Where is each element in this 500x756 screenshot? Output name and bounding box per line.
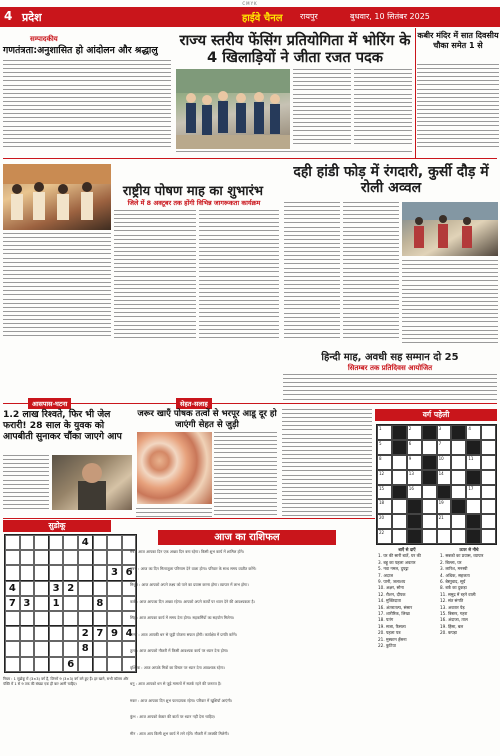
down-clue: 8. बर्फ का दुकड़ा (440, 585, 467, 591)
news-headline: 1.2 लाख रिश्वते, फिर भी जेल फरारी! 28 साल के युवक को आपबीती सुनाकर चौंका जाएगे आप (3, 409, 122, 442)
sudoku-cell (63, 565, 78, 580)
across-clue: 14. मुक्तिदाता (378, 598, 401, 604)
peach-photo (137, 432, 212, 504)
crossword-clues (378, 547, 498, 650)
column-rule (415, 28, 416, 158)
race-photo (402, 202, 498, 256)
sudoku-cell (20, 611, 35, 626)
crossword-cell (392, 470, 407, 485)
sudoku-cell (93, 657, 108, 672)
crossword-cell (422, 440, 437, 455)
sudoku-rules: नियम : 1 सुडोकू में (3×3) वर्ग हैं, जिनमें 9 (3×3) वर्ग बने हुए हैं। हर खाने, सभी कॉलम और पंक्ति में 1 से 9 तक की संख्या एक ही बार आनी चाहिए। (3, 677, 129, 686)
hindi-maah-headline: हिन्दी माह, अवधी सह सम्मान दो 25 (321, 352, 459, 363)
across-clue: 22. कुटिया (378, 643, 396, 649)
rashifal-item: वृषभ : आज का दिन मिलाजुला परिणाम देने वाला होगा। परिवार के साथ समय व्यतीत करेंगे। (130, 565, 257, 571)
health-col-2 (282, 409, 372, 523)
crossword-cell (422, 514, 437, 529)
crossword-black-cell (422, 470, 437, 485)
sudoku-cell (107, 581, 122, 596)
race-image (402, 202, 498, 256)
rashifal-item: धनु : आज आपको धन से जुड़े मामलों में सतर्क रहने की जरूरत है। (130, 681, 222, 686)
sudoku-cell: 6 (122, 565, 137, 580)
across-clue: 1. घर की सारी बातें, घर की (378, 553, 421, 559)
cmyk-mark: CMYK (242, 1, 258, 6)
crossword-cell: 11 (466, 455, 481, 470)
sudoku-cell (78, 581, 93, 596)
sudoku-cell (63, 641, 78, 656)
crossword-cell (451, 514, 466, 529)
sudoku-cell (34, 611, 49, 626)
poshan-col-1 (3, 233, 111, 345)
sudoku-cell (78, 657, 93, 672)
crossword-cell: 19 (437, 499, 452, 514)
rashifal-item: मिथुन : आज आपको अपने लक्ष्य को पाने का प्रयास करना होगा। व्यापार में लाभ होगा। (130, 582, 249, 587)
sudoku-cell (34, 626, 49, 641)
rashifal-item: तुला : आज आपको नौकरी में किसी आवश्यक कार्य पर ध्यान देना होगा। (130, 648, 229, 653)
crossword-cell: 4 (466, 425, 481, 440)
across-clue: 20. पहला पत्र (378, 630, 401, 636)
sudoku-cell: 3 (107, 565, 122, 580)
across-clue: 12. रौशन, दीपक (378, 591, 406, 597)
news-photo (52, 455, 132, 510)
sudoku-cell: 2 (63, 581, 78, 596)
sudoku-cell: 4 (122, 626, 137, 641)
race-headline: दही हांडी फोड़ में रंगदारी, कुर्सी दौड़ में रोली अव्वल (293, 164, 489, 196)
across-clue: 21. मुस्कान हँसना (378, 636, 407, 642)
sudoku-cell (49, 657, 64, 672)
poshan-subhead: जिले में 8 अक्टूबर तक होंगी विभिन्न जागरूकता कार्यक्रम (127, 199, 261, 207)
crossword-cell (466, 499, 481, 514)
news-col-1 (3, 455, 49, 515)
crossword-grid (376, 424, 497, 545)
sudoku-cell (93, 611, 108, 626)
sudoku-cell (107, 611, 122, 626)
main-story-col-1 (293, 69, 351, 151)
rashifal-item: मकर : आज आपका दिन शुभ फलदायक रहेगा। परिवार में खुशियाँ आएंगी। (130, 697, 233, 703)
main-story-col-2 (354, 69, 412, 151)
crossword-black-cell (466, 514, 481, 529)
sudoku-cell (107, 641, 122, 656)
across-title: बाएँ से दाएँ (398, 547, 416, 552)
across-clue: 9. पानी, जलाशय (378, 579, 406, 585)
crossword-black-cell (466, 529, 481, 544)
poshan-col-3 (199, 210, 279, 346)
crossword-cell: 14 (437, 470, 452, 485)
crossword-cell: 17 (466, 485, 481, 500)
crossword-cell (481, 499, 496, 514)
crossword-cell: 5 (377, 440, 392, 455)
sudoku-cell (34, 657, 49, 672)
crossword-black-cell (422, 455, 437, 470)
sudoku-cell (93, 641, 108, 656)
crossword-black-cell (451, 499, 466, 514)
down-clue: 13. अवतार पेड़ (440, 604, 465, 610)
rashifal-item: कन्या : आज आपकी धन से जुड़ी योजना सफल होंगी। कार्यक्षेत्र में प्रगति करेंगे। (130, 631, 238, 637)
crossword-cell (422, 485, 437, 500)
rashifal-item: सिंह : आज आपका कार्य में समय देना होगा। सहकर्मियों का सहयोग मिलेगा। (130, 615, 235, 620)
sudoku-cell (63, 550, 78, 565)
crossword-cell: 15 (377, 485, 392, 500)
down-clue: 2. बिल्ला, घर (440, 559, 462, 565)
date-line: बुधवार, 10 सितंबर 2025 (350, 12, 430, 21)
sudoku-cell (5, 626, 20, 641)
race-col-3 (402, 260, 498, 348)
crossword-cell: 2 (407, 425, 422, 440)
sudoku-cell: 6 (63, 657, 78, 672)
across-clue: 17. शारीरिक, लिखा (378, 611, 410, 617)
crossword-cell (437, 529, 452, 544)
sudoku-cell (34, 581, 49, 596)
across-clue: 18. पतंग (378, 617, 394, 623)
person-image (52, 455, 132, 510)
players-image (176, 69, 290, 149)
crossword-cell (392, 455, 407, 470)
brand-name: हाईवे चैनल (242, 13, 283, 24)
sudoku-cell (107, 657, 122, 672)
down-clue: 1. सबको का प्रयास, व्यापार (440, 553, 484, 559)
crossword-black-cell (407, 529, 422, 544)
sudoku-cell (93, 535, 108, 550)
crossword-cell: 9 (407, 455, 422, 470)
main-story-tail (176, 151, 412, 157)
across-clue: 10. अक्षर, सोना (378, 585, 404, 591)
crossword-black-cell (392, 425, 407, 440)
crossword-cell: 7 (437, 440, 452, 455)
sudoku-title: सुडोकू (3, 520, 111, 532)
sudoku-cell (49, 611, 64, 626)
crossword-cell: 12 (377, 470, 392, 485)
sudoku-cell: 7 (93, 626, 108, 641)
crossword-black-cell (407, 514, 422, 529)
side-story-body (417, 64, 499, 156)
sudoku-cell (49, 550, 64, 565)
sudoku-cell (63, 611, 78, 626)
down-clue: 4. अधिक, सहजता (440, 572, 470, 578)
crossword-cell: 8 (377, 455, 392, 470)
down-clue: 16. अंदाजा, ताल (440, 617, 468, 623)
down-clue: 3. लारिश, मनस्वी (440, 566, 468, 572)
sudoku-cell: 8 (93, 596, 108, 611)
sudoku-cell (5, 611, 20, 626)
crossword-cell (451, 440, 466, 455)
crossword-cell (481, 440, 496, 455)
sudoku-cell (5, 565, 20, 580)
crossword-black-cell (437, 485, 452, 500)
crossword-cell (451, 470, 466, 485)
sudoku-cell (107, 550, 122, 565)
rashifal-item: कुंभ : आज आपको बेकार की बातों पर ध्यान नहीं देना चाहिए। (130, 714, 216, 719)
crossword-cell (481, 425, 496, 440)
race-col-1 (284, 202, 340, 348)
crossword-black-cell (407, 499, 422, 514)
crossword-cell (392, 529, 407, 544)
editorial-tag: सम्पादकीय (30, 35, 58, 43)
sudoku-cell (78, 611, 93, 626)
crossword-cell (481, 470, 496, 485)
crossword-cell (481, 485, 496, 500)
crossword-cell (451, 485, 466, 500)
sudoku-cell (34, 550, 49, 565)
crossword-cell: 1 (377, 425, 392, 440)
city-name: रायपुर (300, 12, 318, 21)
sudoku-cell (63, 535, 78, 550)
rashifal-item: कर्क : आज आपका दिन अच्छा रहेगा। आपको अपने कार्यों पर ध्यान देने की आवश्यकता है। (130, 598, 255, 604)
sudoku-cell (34, 596, 49, 611)
crossword-cell (422, 499, 437, 514)
sudoku-cell (107, 535, 122, 550)
poshan-headline: राष्ट्रीय पोषण माह का शुभारंभ (122, 184, 264, 199)
crossword-cell (451, 455, 466, 470)
rashifal-item: मीन : आज आप किसी शुभ कार्य में लगे रहेंगे। नौकरी में तरक्की मिलेगी। (130, 730, 229, 736)
crossword-cell: 6 (407, 440, 422, 455)
race-col-2 (343, 202, 399, 348)
crossword-cell (481, 455, 496, 470)
sudoku-cell (20, 581, 35, 596)
down-clue: 15. बिस्तर, गहरा (440, 611, 468, 617)
sudoku-cell: 2 (78, 626, 93, 641)
sudoku-cell (49, 535, 64, 550)
sudoku-cell (78, 550, 93, 565)
crossword-cell (481, 529, 496, 544)
sudoku-cell (93, 565, 108, 580)
sudoku-cell (107, 596, 122, 611)
crossword-black-cell (392, 440, 407, 455)
news-tag: आसपास-घटना (28, 398, 71, 409)
crossword-cell: 22 (377, 529, 392, 544)
divider (3, 518, 375, 519)
event-image (3, 164, 111, 230)
down-clue: 19. हिंसा, बल (440, 623, 464, 629)
crossword-cell (392, 514, 407, 529)
across-clue: 19. सजा, फैसला (378, 623, 406, 629)
sudoku-grid (4, 534, 137, 673)
crossword-title: वर्ग पहेली (375, 409, 497, 421)
down-clue: 12. संत संगति (440, 598, 464, 604)
sudoku-cell: 7 (5, 596, 20, 611)
crossword-cell: 13 (407, 470, 422, 485)
crossword-black-cell (466, 470, 481, 485)
crossword-cell: 21 (437, 514, 452, 529)
main-headline: राज्य स्तरीय फेंसिंग प्रतियोगिता में भोरिंग के 4 खिलाड़ियों ने जीता रजत पदक (179, 32, 411, 66)
sudoku-cell (20, 550, 35, 565)
sudoku-cell: 9 (107, 626, 122, 641)
hindi-maah-subhead: सितम्बर तक प्रतिदिवस आयोजित (347, 364, 433, 372)
crossword-cell: 16 (407, 485, 422, 500)
poshan-col-2 (114, 210, 196, 346)
crossword-cell: 10 (437, 455, 452, 470)
crossword-black-cell (422, 425, 437, 440)
side-headline: कबीर मंदिर में सात दिवसीय चौका समेत 1 से (417, 31, 499, 50)
health-tail (136, 508, 212, 522)
sudoku-cell (34, 535, 49, 550)
sudoku-cell (93, 550, 108, 565)
crossword-cell (451, 529, 466, 544)
editorial-title: गणतंत्रता:अनुशासित हो आंदोलन और श्रद्धालु (3, 45, 158, 56)
sudoku-cell: 4 (5, 581, 20, 596)
sudoku-cell (20, 565, 35, 580)
sudoku-cell (5, 657, 20, 672)
sudoku-cell (49, 641, 64, 656)
crossword-black-cell (466, 440, 481, 455)
down-clue: 20. कपड़ा (440, 630, 457, 636)
sudoku-cell (34, 565, 49, 580)
rashifal-item: वृश्चिक : आज आपके मित्रों का विचार पर ध्यान देना आवश्यक रहेगा। (130, 664, 225, 670)
sudoku-cell (5, 641, 20, 656)
across-clue: 7. अदाज (378, 572, 393, 578)
sudoku-cell (5, 535, 20, 550)
hindi-maah-body (283, 374, 497, 404)
down-clue: 11. समुद्र में रहने वाली (440, 591, 476, 597)
sudoku-cell (63, 626, 78, 641)
crossword-black-cell (451, 425, 466, 440)
down-clue: 6. बेस्तुवाद, सूर्य (440, 579, 466, 585)
divider (3, 403, 497, 404)
fencing-photo (176, 69, 290, 149)
crossword-cell: 18 (377, 499, 392, 514)
sudoku-cell (5, 550, 20, 565)
crossword-cell: 3 (437, 425, 452, 440)
crossword-cell: 20 (377, 514, 392, 529)
page-header-bar (0, 7, 500, 27)
health-tag: सेहत-सलाह (176, 398, 212, 409)
rashifal-item: मेष : आज आपका दिन एक अच्छा दिन बना रहेगा। किसी शुभ कार्य में शामिल होंगे। (130, 549, 245, 554)
editorial-body (3, 60, 171, 156)
section-name: प्रदेश (22, 11, 42, 24)
sudoku-cell (34, 641, 49, 656)
sudoku-cell: 1 (49, 596, 64, 611)
health-headline: जरूर खाएँ पोषक तत्वों से भरपूर आडू दूर हो जाएंगी सेहत से जुड़ी (137, 409, 277, 430)
sudoku-cell (49, 565, 64, 580)
down-title: ऊपर से नीचे (459, 547, 479, 552)
crossword-cell (422, 529, 437, 544)
crossword-black-cell (392, 485, 407, 500)
rashifal-title: आज का राशिफल (158, 530, 336, 545)
page-number: 4 (4, 9, 13, 23)
health-col-1 (214, 432, 277, 522)
divider (3, 158, 497, 159)
sudoku-cell: 3 (49, 581, 64, 596)
across-clue: 5. नवा नमल, दुपट्टा (378, 566, 409, 572)
sudoku-cell: 8 (78, 641, 93, 656)
sudoku-cell (20, 641, 35, 656)
sudoku-cell: 4 (78, 535, 93, 550)
poshan-photo (3, 164, 111, 230)
across-clue: 16. अंतरातल्प, संसार (378, 604, 413, 610)
sudoku-cell (63, 596, 78, 611)
across-clue: 3. बहू का पहला अवतार (378, 559, 416, 565)
sudoku-cell (49, 626, 64, 641)
crossword-cell (481, 514, 496, 529)
sudoku-cell (93, 581, 108, 596)
sudoku-cell: 3 (20, 596, 35, 611)
sudoku-cell (20, 657, 35, 672)
sudoku-cell (78, 565, 93, 580)
sudoku-cell (122, 535, 137, 550)
sudoku-cell (20, 535, 35, 550)
sudoku-cell (20, 626, 35, 641)
sudoku-cell (78, 596, 93, 611)
crossword-cell (392, 499, 407, 514)
